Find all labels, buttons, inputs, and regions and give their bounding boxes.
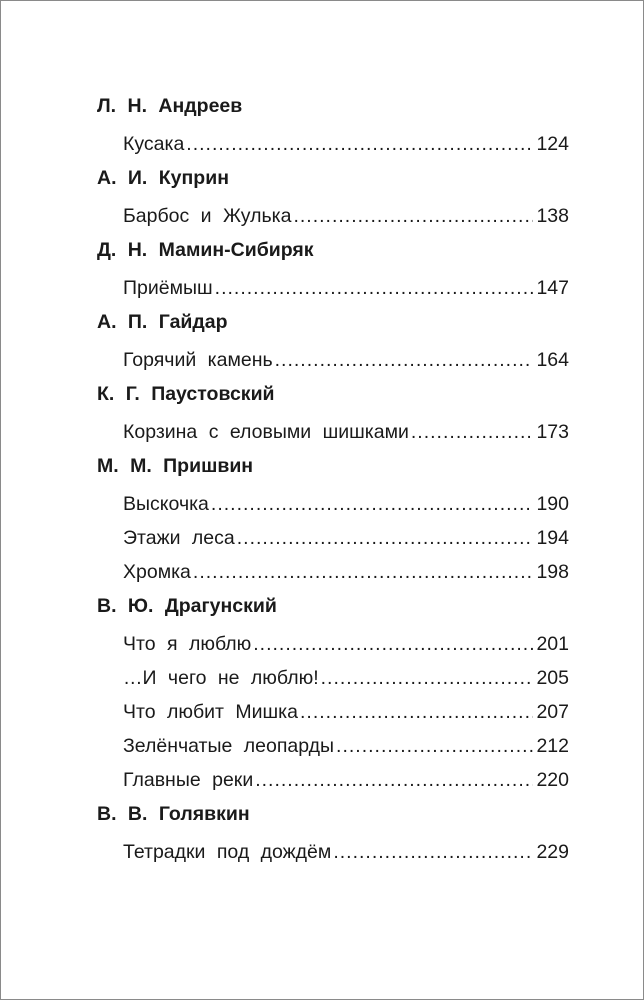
toc-entry[interactable] [123, 276, 569, 300]
toc-entry[interactable] [123, 492, 569, 516]
dot-leader [253, 632, 533, 656]
author-name: Д. Н. Мамин-Сибиряк [97, 239, 314, 261]
toc-group-mamin-sibiryak [97, 238, 569, 300]
dot-leader [186, 132, 533, 156]
toc-entry[interactable] [123, 560, 569, 584]
toc-entry[interactable] [123, 420, 569, 444]
author-name: В. Ю. Драгунский [97, 595, 277, 617]
entry-page-number: 164 [536, 349, 569, 371]
toc-entry[interactable] [123, 526, 569, 550]
entry-title: Выскочка [123, 493, 209, 515]
entry-title: Приёмыш [123, 277, 213, 299]
toc-group-andreev [97, 94, 569, 156]
author-name: Л. Н. Андреев [97, 95, 243, 117]
dot-leader [193, 560, 534, 584]
dot-leader [336, 734, 533, 758]
entry-title: Этажи леса [123, 527, 235, 549]
dot-leader [333, 840, 533, 864]
entry-title: Главные реки [123, 769, 254, 791]
toc-group-paustovsky [97, 382, 569, 444]
dot-leader [211, 492, 534, 516]
table-of-contents [97, 94, 569, 874]
dot-leader [300, 700, 533, 724]
entry-page-number: 173 [536, 421, 569, 443]
toc-group-gaidar [97, 310, 569, 372]
toc-group-dragunsky [97, 594, 569, 792]
entry-page-number: 124 [536, 133, 569, 155]
entry-page-number: 201 [536, 633, 569, 655]
entry-page-number: 190 [536, 493, 569, 515]
entry-title: Что я люблю [123, 633, 252, 655]
toc-entry[interactable] [123, 204, 569, 228]
author-name: К. Г. Паустовский [97, 383, 275, 405]
toc-entry[interactable] [123, 348, 569, 372]
toc-entry[interactable] [123, 840, 569, 864]
dot-leader [321, 666, 534, 690]
entry-page-number: 205 [536, 667, 569, 689]
author-name: М. М. Пришвин [97, 455, 254, 477]
entry-title: Барбос и Жулька [123, 205, 292, 227]
entry-page-number: 212 [536, 735, 569, 757]
entry-title: Зелёнчатые леопарды [123, 735, 335, 757]
entry-title: Тетрадки под дождём [123, 841, 332, 863]
entry-title: Корзина с еловыми шишками [123, 421, 409, 443]
toc-entry[interactable] [123, 666, 569, 690]
toc-entry[interactable] [123, 632, 569, 656]
entry-page-number: 138 [536, 205, 569, 227]
entry-title: Что любит Мишка [123, 701, 298, 723]
entry-page-number: 229 [536, 841, 569, 863]
author-name: А. П. Гайдар [97, 311, 228, 333]
toc-entry[interactable] [123, 768, 569, 792]
entry-page-number: 207 [536, 701, 569, 723]
entry-page-number: 220 [536, 769, 569, 791]
entry-page-number: 147 [536, 277, 569, 299]
dot-leader [411, 420, 534, 444]
toc-entry[interactable] [123, 132, 569, 156]
entry-title: Кусака [123, 133, 185, 155]
toc-entry[interactable] [123, 734, 569, 758]
toc-group-prishvin [97, 454, 569, 584]
author-name: А. И. Куприн [97, 167, 229, 189]
toc-group-golyavkin [97, 802, 569, 864]
entry-page-number: 194 [536, 527, 569, 549]
entry-page-number: 198 [536, 561, 569, 583]
dot-leader [255, 768, 533, 792]
dot-leader [275, 348, 534, 372]
dot-leader [237, 526, 534, 550]
toc-group-kuprin [97, 166, 569, 228]
author-name: В. В. Голявкин [97, 803, 250, 825]
entry-title: Хромка [123, 561, 191, 583]
dot-leader [215, 276, 534, 300]
entry-title: …И чего не люблю! [123, 667, 319, 689]
dot-leader [293, 204, 533, 228]
entry-title: Горячий камень [123, 349, 273, 371]
toc-entry[interactable] [123, 700, 569, 724]
